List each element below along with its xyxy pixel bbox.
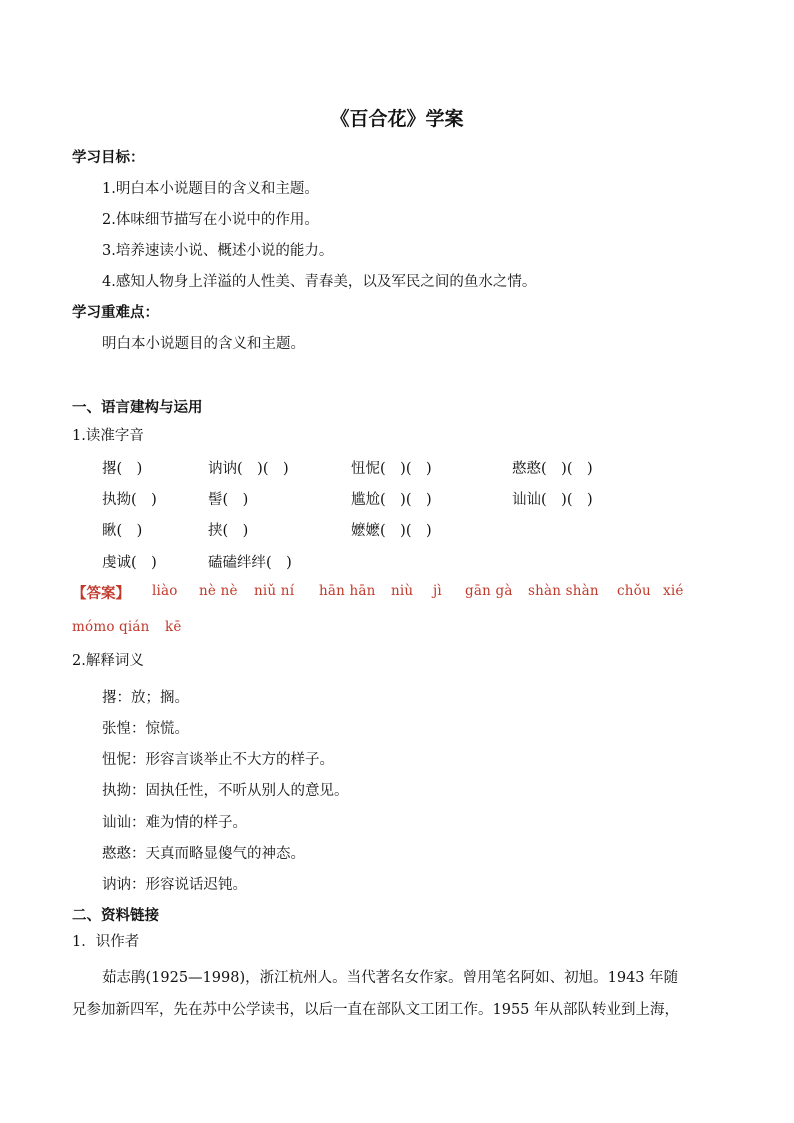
goal-item: 3.培养速读小说、概述小说的能力。	[102, 243, 334, 259]
pron-cell: 忸怩( )( )	[351, 461, 432, 477]
section2-sub1: 1．识作者	[72, 934, 140, 950]
answer-pinyin: shàn shàn	[528, 583, 599, 599]
answer-pinyin: kē	[165, 619, 182, 635]
answer-pinyin: mómo	[72, 619, 115, 635]
definition-item: 憨憨：天真而略显傻气的神态。	[102, 846, 305, 862]
author-paragraph-line: 茹志鹃(1925—1998)，浙江杭州人。当代著名女作家。曾用笔名阿如、初旭。1943 年随	[102, 970, 679, 986]
key-points-text: 明白本小说题目的含义和主题。	[102, 336, 305, 352]
section2-heading: 二、资料链接	[72, 908, 159, 924]
pron-cell: 憨憨( )( )	[512, 461, 593, 477]
section1-sub2: 2.解释词义	[72, 653, 144, 669]
pron-cell: 讷讷( )( )	[208, 461, 289, 477]
pron-cell: 挟( )	[208, 523, 249, 539]
pron-cell: 执拗( )	[102, 492, 157, 508]
goals-heading: 学习目标：	[72, 150, 145, 166]
definition-item: 执拗：固执任性，不听从别人的意见。	[102, 783, 349, 799]
pron-cell: 讪讪( )( )	[512, 492, 593, 508]
pron-cell: 瞅( )	[102, 523, 143, 539]
section1-heading: 一、语言建构与运用	[72, 400, 203, 416]
pron-cell: 虔诚( )	[102, 555, 157, 571]
author-paragraph-line: 兄参加新四军，先在苏中公学读书，以后一直在部队文工团工作。1955 年从部队转业到上海，	[72, 1002, 680, 1018]
answer-pinyin: hān hān	[319, 583, 376, 599]
goal-item: 1.明白本小说题目的含义和主题。	[102, 181, 319, 197]
pron-cell: 髻( )	[208, 492, 249, 508]
definition-item: 张惶：惊慌。	[102, 721, 189, 737]
answer-label: 【答案】	[72, 586, 130, 602]
goal-item: 2.体味细节描写在小说中的作用。	[102, 212, 319, 228]
goal-item: 4.感知人物身上洋溢的人性美、青春美，以及军民之间的鱼水之情。	[102, 274, 537, 290]
answer-pinyin: chǒu	[617, 583, 651, 599]
definition-item: 撂：放；搁。	[102, 690, 189, 706]
answer-pinyin: nè nè	[199, 583, 238, 599]
pron-cell: 尴尬( )( )	[351, 492, 432, 508]
answer-pinyin: gān gà	[465, 583, 513, 599]
answer-pinyin: jì	[433, 583, 442, 599]
answer-pinyin: niù	[391, 583, 414, 599]
definition-item: 讪讪：难为情的样子。	[102, 815, 247, 831]
answer-pinyin: niǔ ní	[254, 583, 295, 599]
key-points-heading: 学习重难点：	[72, 305, 159, 321]
pron-cell: 磕磕绊绊( )	[208, 555, 292, 571]
definition-item: 讷讷：形容说话迟钝。	[102, 877, 247, 893]
document-title: 《百合花》学案	[330, 108, 464, 130]
pron-cell: 嬷嬷( )( )	[351, 523, 432, 539]
pron-cell: 撂( )	[102, 461, 143, 477]
answer-pinyin: xié	[663, 583, 684, 599]
definition-item: 忸怩：形容言谈举止不大方的样子。	[102, 752, 334, 768]
section1-sub1: 1.读准字音	[72, 428, 144, 444]
answer-pinyin: liào	[152, 583, 178, 599]
answer-pinyin: qián	[119, 619, 150, 635]
